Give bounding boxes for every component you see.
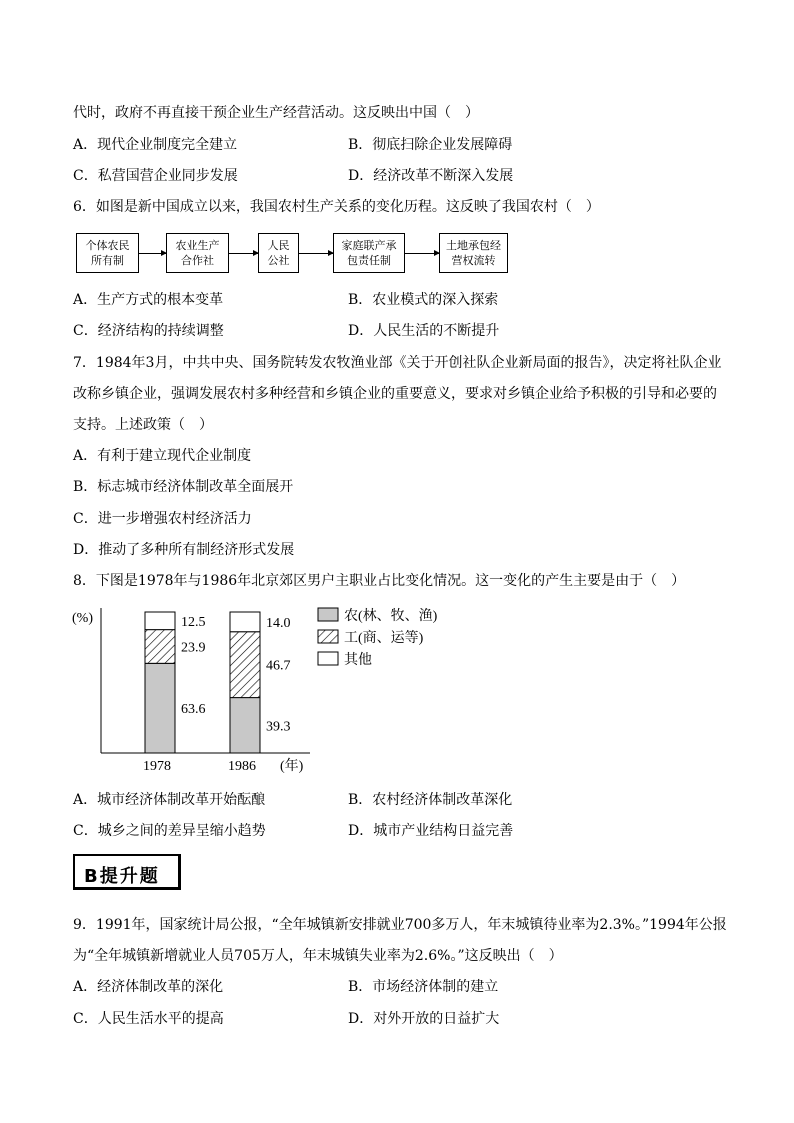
q5-option-c: C．私营国营企业同步发展 [73,168,238,184]
q8-option-b: B．农村经济体制改革深化 [348,792,513,808]
arrow-icon [405,253,439,254]
q6-option-c: C．经济结构的持续调整 [73,323,224,339]
occupation-stacked-bar-chart [60,598,480,778]
flow-box-text: 所有制 [91,254,124,267]
x-tick-label: 1978 [143,759,171,774]
bar-value-label: 23.9 [181,640,206,656]
q9-stem-line2: 为“全年城镇新增就业人员705万人，年末城镇失业率为2.6%。”这反映出（ ） [73,948,563,964]
q7-stem-line1: 7．1984年3月，中共中央、国务院转发农牧渔业部《关于开创社队企业新局面的报告》，决定将社队企业 [73,355,722,371]
flow-box-text: 人民 [267,239,290,252]
bar-segment [230,612,260,632]
q7-stem-line2: 改称乡镇企业，强调发展农村多种经营和乡镇企业的重要意义，要求对乡镇企业给予积极的引导和必要的 [73,386,717,402]
legend-swatch [318,630,338,643]
q6-option-b: B．农业模式的深入探索 [348,292,499,308]
q8-stem: 8．下图是1978年与1986年北京郊区男户主职业占比变化情况。这一变化的产生主要是由于（ ） [73,573,686,589]
bar-segment [145,663,175,753]
flow-box-land-transfer [439,233,508,273]
flow-box-commune [258,233,299,273]
chart-legend [318,607,438,668]
bar-value-label: 12.5 [181,614,206,630]
bar-segment [145,630,175,664]
legend-swatch [318,608,338,621]
flow-box-text: 包责任制 [347,254,391,267]
q8-option-d: D．城市产业结构日益完善 [348,823,514,839]
q6-option-d: D．人民生活的不断提升 [348,323,500,339]
flow-box-text: 公社 [267,254,290,267]
arrow-icon [139,253,166,254]
q5-stem: 代时，政府不再直接干预企业生产经营活动。这反映出中国（ ） [73,105,479,121]
flow-box-household [333,233,405,273]
q7-option-b: B．标志城市经济体制改革全面展开 [73,479,294,495]
legend-label: 工(商、运等) [344,631,424,646]
bar-segment [230,698,260,753]
flow-box-text: 家庭联产承 [341,239,397,252]
flow-box-text: 个体农民 [85,239,130,252]
q5-option-b: B．彻底扫除企业发展障碍 [348,137,513,153]
q9-option-c: C．人民生活水平的提高 [73,1011,224,1027]
q7-option-a: A．有利于建立现代企业制度 [73,448,252,464]
q5-option-a: A．现代企业制度完全建立 [73,137,238,153]
flow-box-individual [76,233,139,273]
q7-option-d: D．推动了多种所有制经济形式发展 [73,542,295,558]
legend-label: 其他 [344,653,372,668]
section-b-label: B提升题 [84,866,160,887]
x-axis-label: (年) [280,759,304,774]
bar-value-label: 14.0 [266,615,291,631]
flow-box-cooperative [166,233,229,273]
bar-value-label: 46.7 [266,658,291,674]
flow-box-text: 农业生产 [175,239,220,252]
q9-option-a: A．经济体制改革的深化 [73,979,224,995]
bar-value-label: 63.6 [181,702,206,718]
q7-stem-line3: 支持。上述政策（ ） [73,417,213,433]
y-axis-label: (%) [72,611,93,626]
q9-option-b: B．市场经济体制的建立 [348,979,499,995]
q8-option-c: C．城乡之间的差异呈缩小趋势 [73,823,266,839]
legend-swatch [318,652,338,665]
legend-label: 农(林、牧、渔) [344,609,438,624]
q9-stem-line1: 9．1991年，国家统计局公报，“全年城镇新安排就业700多万人，年末城镇待业率为2.3%。”1994年公报 [73,917,727,933]
q5-option-d: D．经济改革不断深入发展 [348,168,514,184]
bars-group [143,612,291,774]
q6-stem: 6．如图是新中国成立以来，我国农村生产关系的变化历程。这反映了我国农村（ ） [73,199,600,215]
arrow-icon [229,253,258,254]
q9-option-d: D．对外开放的日益扩大 [348,1011,500,1027]
flow-box-text: 土地承包经 [446,239,501,252]
q7-option-c: C．进一步增强农村经济活力 [73,511,252,527]
arrow-icon [299,253,333,254]
bar-value-label: 39.3 [266,719,291,735]
q8-option-a: A．城市经济体制改革开始酝酿 [73,792,266,808]
flow-box-text: 营权流转 [451,254,496,267]
bar-segment [145,612,175,630]
q6-option-a: A．生产方式的根本变革 [73,292,224,308]
bar-segment [230,632,260,698]
flow-box-text: 合作社 [181,254,214,267]
x-tick-label: 1986 [228,759,256,774]
